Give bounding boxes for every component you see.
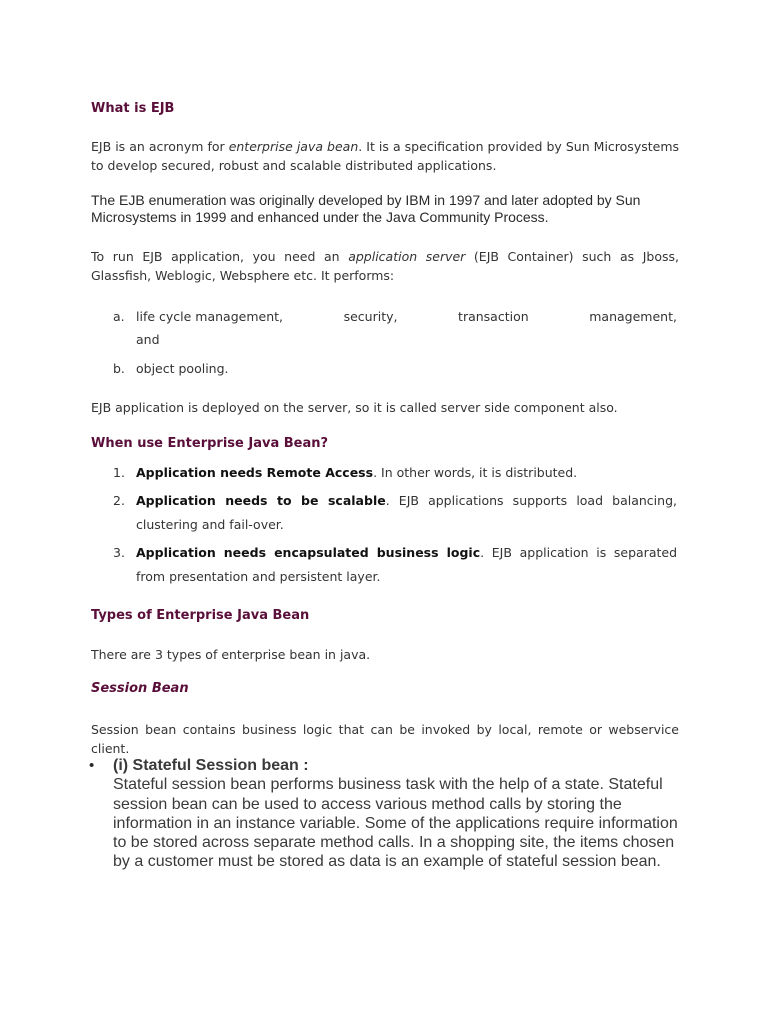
list-marker-2: 2. bbox=[113, 493, 125, 508]
list-marker-b: b. bbox=[113, 361, 125, 376]
list-item-bold: Application needs to be scalable bbox=[136, 493, 386, 508]
paragraph-application-server bbox=[91, 247, 679, 285]
list-item-business-logic bbox=[136, 541, 677, 589]
emphasis-enterprise-java-bean: enterprise java bean bbox=[228, 139, 359, 154]
list-item-a-line bbox=[136, 309, 677, 324]
stateful-session-bean-block bbox=[113, 756, 693, 872]
emphasis-application-server: application server bbox=[348, 249, 466, 264]
text: To run EJB application, you need an bbox=[91, 249, 349, 264]
bullet-marker: • bbox=[89, 757, 95, 774]
heading-session-bean: Session Bean bbox=[91, 681, 189, 696]
text: (EJB Container) such as Jboss, Glassfish, Weblogic, Websphere etc. It performs: bbox=[91, 249, 679, 283]
paragraph-types-count: There are 3 types of enterprise bean in java. bbox=[91, 647, 371, 662]
list-item-bold: Application needs encapsulated business logic bbox=[136, 545, 481, 560]
list-word: transaction bbox=[458, 309, 529, 324]
list-item-text: . EJB applications supports load balancing, clustering and fail-over. bbox=[136, 493, 677, 532]
paragraph-server-side: EJB application is deployed on the server, so it is called server side component also. bbox=[91, 400, 618, 415]
list-word: life cycle management, bbox=[136, 309, 283, 324]
text: . It is a specification provided by Sun Microsystems to develop secured, robust and scalable distributed applications. bbox=[91, 139, 680, 173]
list-item-text: . In other words, it is distributed. bbox=[373, 465, 578, 480]
paragraph-ejb-definition bbox=[91, 137, 679, 175]
list-item-b-text: object pooling. bbox=[136, 361, 229, 376]
list-item-scalable bbox=[136, 489, 677, 537]
list-item-remote-access bbox=[136, 461, 677, 485]
list-item-text: . EJB application is separated from presentation and persistent layer. bbox=[136, 545, 678, 584]
list-item-bold: Application needs Remote Access bbox=[136, 465, 374, 480]
list-word: security, bbox=[343, 309, 398, 324]
heading-what-is-ejb: What is EJB bbox=[91, 101, 175, 116]
stateful-title: (i) Stateful Session bean : bbox=[113, 757, 309, 774]
heading-types: Types of Enterprise Java Bean bbox=[91, 608, 310, 623]
stateful-body: Stateful session bean performs business task with the help of a state. Stateful session bean can be used to access various method calls by storing the information in an instance variable. Some of the applications require information to be stored across separate method calls. In a shopping site, the items chosen by a customer must be stored as data is an example of stateful session bean. bbox=[113, 776, 678, 871]
list-marker-1: 1. bbox=[113, 465, 125, 480]
heading-when-use: When use Enterprise Java Bean? bbox=[91, 436, 329, 451]
list-marker-3: 3. bbox=[113, 545, 125, 560]
list-word: management, bbox=[589, 309, 677, 324]
text: EJB is an acronym for bbox=[91, 139, 229, 154]
list-item-a-continuation: and bbox=[136, 332, 160, 347]
paragraph-session-bean: Session bean contains business logic that can be invoked by local, remote or webservice client. bbox=[91, 722, 679, 756]
paragraph-ejb-history: The EJB enumeration was originally developed by IBM in 1997 and later adopted by Sun Microsystems in 1999 and enhanced under the Java Community Process. bbox=[91, 192, 641, 225]
list-marker-a: a. bbox=[113, 309, 125, 324]
